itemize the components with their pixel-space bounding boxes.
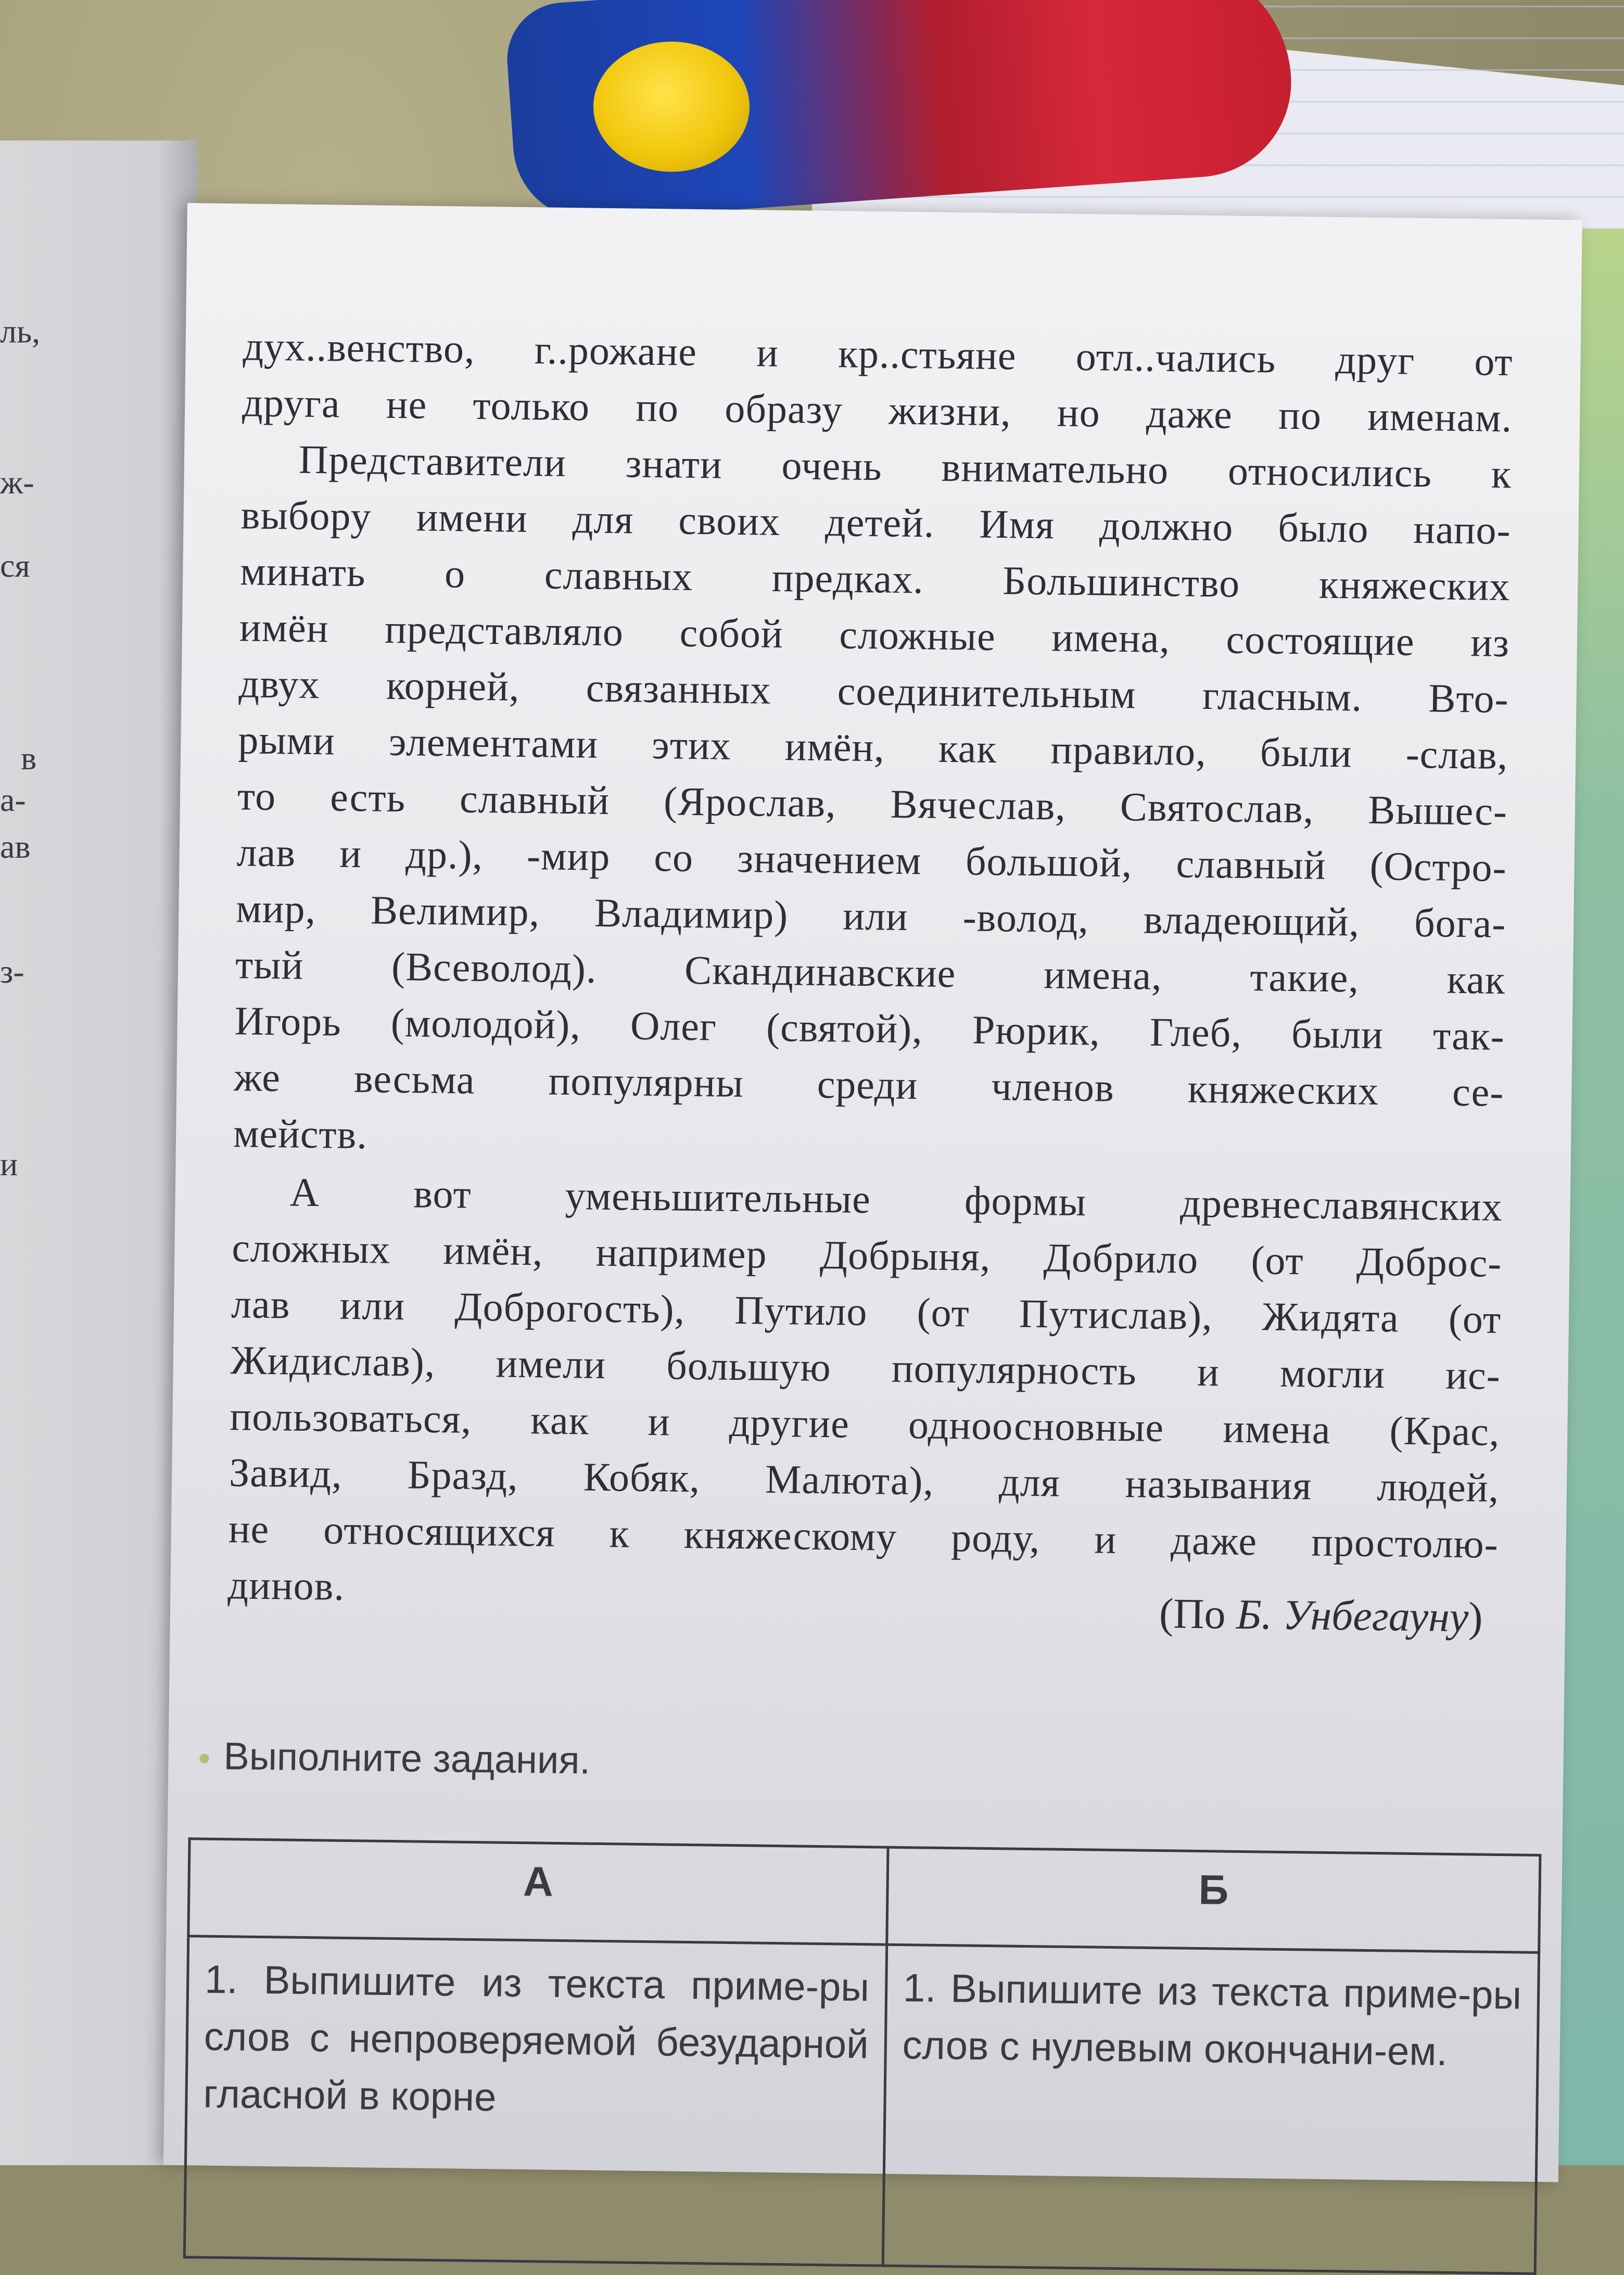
author-name: Б. Унбегауну bbox=[1236, 1590, 1469, 1641]
left-page-fragment: ль, bbox=[0, 313, 41, 350]
text-line: Игорь (молодой), Олег (святой), Рюрик, Глеб, были так- bbox=[234, 998, 1505, 1059]
left-page-fragment: ся bbox=[0, 547, 30, 584]
table-header-row bbox=[188, 1839, 1540, 1953]
text-line: динов. bbox=[227, 1562, 345, 1609]
text-line: Жидислав), имели большую популярность и могли ис- bbox=[230, 1337, 1501, 1398]
text-line: лав и др.), -мир со значением большой, славный (Остро- bbox=[236, 829, 1507, 891]
left-page-fragment: ж- bbox=[0, 464, 34, 501]
author-attribution bbox=[1159, 1589, 1483, 1642]
text-line: тый (Всеволод). Скандинавские имена, такие, как bbox=[235, 942, 1506, 1003]
text-line: друга не только по образу жизни, но даже по именам. bbox=[242, 379, 1513, 441]
text-line: пользоваться, как и другие одноосновные имена (Крас, bbox=[230, 1393, 1500, 1454]
task-heading-text: Выполните задания. bbox=[223, 1734, 591, 1782]
text-line: А вот уменьшительные формы древнеславянских bbox=[289, 1169, 1503, 1230]
text-line: выбору имени для своих детей. Имя должно было напо- bbox=[240, 492, 1512, 553]
text-line: мир, Велимир, Владимир) или -волод, владеющий, бога- bbox=[235, 885, 1506, 947]
task-b-cell: 1. Выпишите из текста приме-ры слов с нулевым окончани-ем. bbox=[883, 1944, 1539, 2273]
text-line: лав или Доброгость), Путило (от Путислав), Жидята (от bbox=[231, 1281, 1502, 1342]
task-heading bbox=[199, 1734, 591, 1783]
text-line: имён представляло собой сложные имена, состоящие из bbox=[239, 604, 1510, 666]
text-line: мейств. bbox=[233, 1110, 368, 1158]
main-text bbox=[227, 318, 1513, 1629]
text-line: дух..венство, г..рожане и кр..стьяне отл..чались друг от bbox=[243, 323, 1513, 385]
text-line: Представители знати очень внимательно относились к bbox=[298, 436, 1512, 497]
table-row bbox=[184, 1936, 1539, 2274]
text-line: двух корней, связанных соединительным гласным. Вто- bbox=[238, 660, 1509, 722]
text-line: Завид, Бразд, Кобяк, Малюта), для называния людей, bbox=[229, 1450, 1500, 1510]
left-page-fragment: ав bbox=[0, 828, 31, 865]
text-line: не относящихся к княжескому роду, и даже простолю- bbox=[228, 1506, 1499, 1567]
text-line: же весьма популярны среди членов княжеских се- bbox=[233, 1054, 1504, 1115]
textbook-page bbox=[163, 203, 1582, 2182]
text-line: то есть славный (Ярослав, Вячеслав, Святослав, Вышес- bbox=[237, 773, 1508, 834]
author-prefix: (По bbox=[1159, 1590, 1237, 1638]
text-line: минать о славных предках. Большинство княжеских bbox=[239, 548, 1511, 609]
left-page-fragment: а- bbox=[0, 781, 26, 818]
left-page-fragment: и bbox=[0, 1146, 18, 1183]
left-page-fragment: з- bbox=[0, 953, 24, 990]
zipper-pull bbox=[593, 42, 750, 172]
task-a-cell: 1. Выпишите из текста приме-ры слов с непроверяемой безударной гласной в корне bbox=[184, 1936, 886, 2266]
text-line: сложных имён, например Добрыня, Добрило (от Доброс- bbox=[231, 1225, 1502, 1286]
left-page-fragment: в bbox=[21, 740, 37, 777]
column-a-header: А bbox=[188, 1839, 888, 1944]
column-b-header: Б bbox=[886, 1847, 1540, 1952]
author-suffix: ) bbox=[1468, 1593, 1483, 1641]
bullet-icon bbox=[199, 1754, 209, 1763]
text-line: рыми элементами этих имён, как правило, были -слав, bbox=[237, 717, 1508, 778]
task-table bbox=[183, 1837, 1542, 2275]
